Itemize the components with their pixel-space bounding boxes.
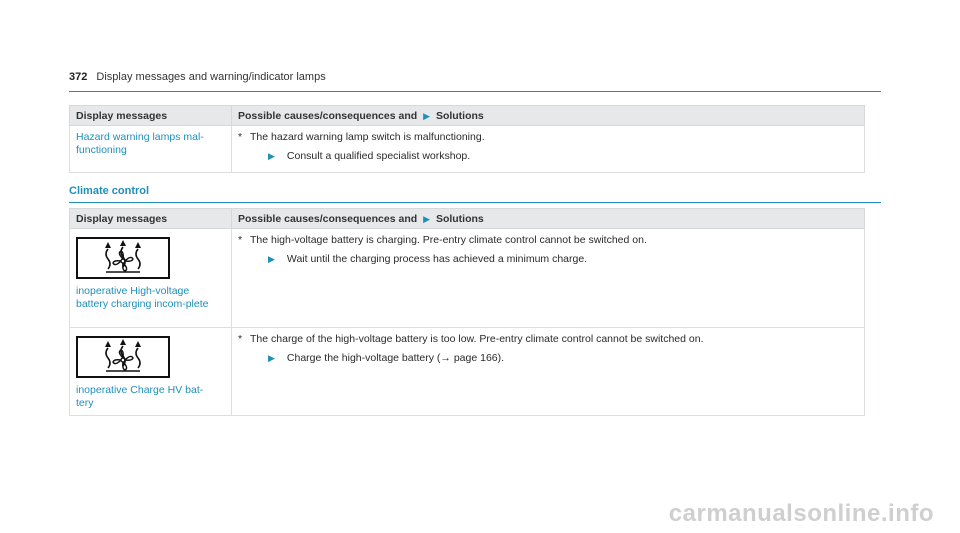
cause-line (238, 333, 858, 346)
climate-blower-heat-icon (76, 237, 170, 279)
play-icon: ▶ (268, 254, 275, 264)
cause-text: The charge of the high-voltage battery is too low. Pre-entry climate control cannot be switched on. (250, 333, 704, 345)
message-cell (70, 328, 232, 416)
table-row (70, 126, 865, 173)
col-causes-label: Possible causes/consequences and (238, 212, 418, 225)
cause-cell (232, 229, 865, 328)
solution-text: Charge the high-voltage battery (→ page 166). (286, 352, 505, 364)
messages-table-2 (69, 208, 865, 416)
solution-line (268, 253, 858, 266)
section-title: Climate control (69, 185, 881, 203)
messages-table-1 (69, 105, 865, 173)
cause-line (238, 234, 858, 247)
table-header-row (70, 209, 865, 229)
message-text: inoperative High-voltage battery charging incom-plete (76, 285, 209, 310)
play-icon: ▶ (268, 353, 275, 363)
col-solutions-label: Solutions (435, 109, 484, 122)
col-causes-label: Possible causes/consequences and (238, 109, 418, 122)
page-header-title: Display messages and warning/indicator lamps (96, 71, 326, 83)
message-text: Hazard warning lamps mal-functioning (76, 131, 204, 156)
table-row (70, 229, 865, 328)
solution-line (268, 352, 858, 365)
cause-text: The high-voltage battery is charging. Pre-entry climate control cannot be switched on. (250, 234, 647, 246)
star-icon: * (238, 234, 243, 246)
col-solutions-label: Solutions (435, 212, 484, 225)
page-header (69, 71, 881, 92)
watermark: carmanualsonline.info (668, 500, 934, 527)
play-icon: ▶ (423, 110, 431, 121)
col-causes-solutions (232, 106, 865, 126)
table-row (70, 328, 865, 416)
cause-cell (232, 126, 865, 173)
cause-line (238, 131, 858, 144)
solution-line (268, 150, 858, 163)
star-icon: * (238, 333, 243, 345)
solution-text: Wait until the charging process has achieved a minimum charge. (286, 253, 588, 265)
solution-text: Consult a qualified specialist workshop. (286, 150, 471, 162)
col-display-messages: Display messages (70, 106, 232, 126)
cause-cell (232, 328, 865, 416)
star-icon: * (238, 131, 243, 143)
col-causes-solutions (232, 209, 865, 229)
message-text: inoperative Charge HV bat-tery (76, 384, 204, 409)
message-cell (70, 126, 232, 173)
play-icon: ▶ (268, 151, 275, 161)
climate-blower-heat-icon (76, 336, 170, 378)
message-cell (70, 229, 232, 328)
page-number: 372 (69, 71, 88, 83)
cause-text: The hazard warning lamp switch is malfunctioning. (250, 131, 485, 143)
col-display-messages: Display messages (70, 209, 232, 229)
table-header-row (70, 106, 865, 126)
play-icon: ▶ (423, 213, 431, 224)
